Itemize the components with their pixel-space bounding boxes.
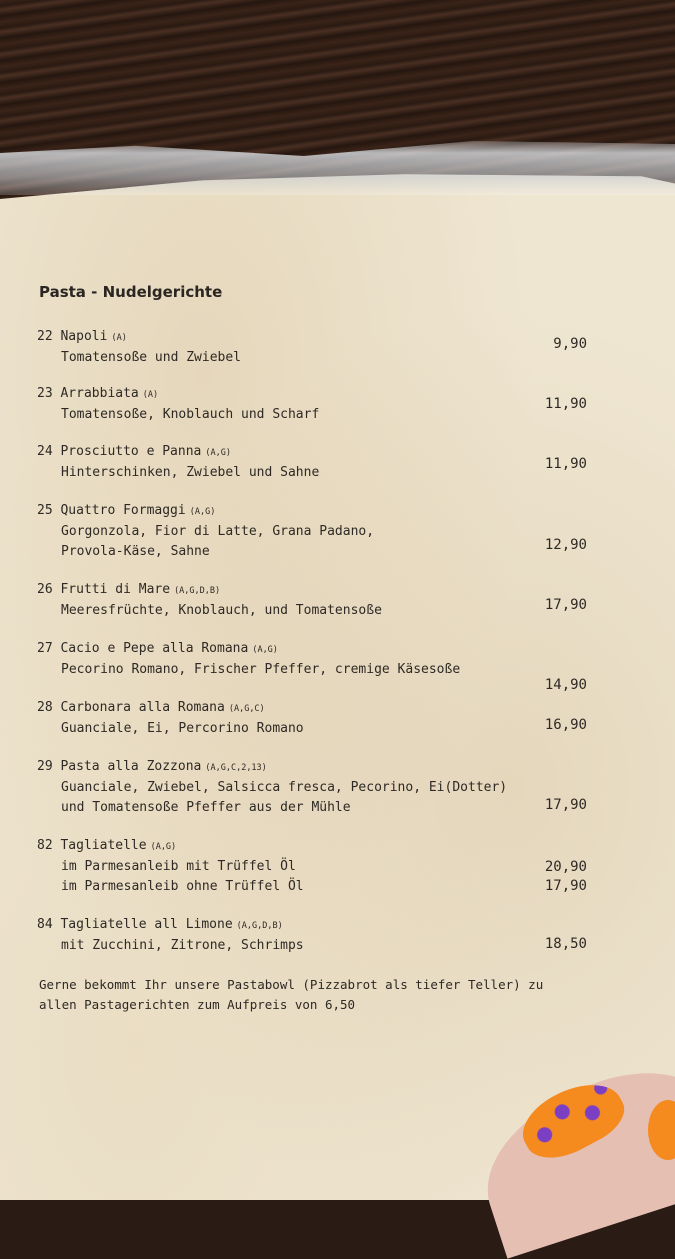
menu-item-22 (37, 327, 597, 368)
item-allergens: (A,G) (150, 842, 177, 852)
item-name: 27 Cacio e Pepe alla Romana (37, 641, 249, 656)
item-name: 84 Tagliatelle all Limone (37, 917, 233, 932)
menu-item-23 (37, 384, 597, 425)
item-allergens: (A) (111, 333, 127, 343)
item-description: Guanciale, Ei, Percorino Romano (61, 721, 304, 736)
item-description: im Parmesanleib mit Trüffel Öl (61, 859, 296, 874)
item-price: 12,90 (544, 537, 587, 553)
item-name: 25 Quattro Formaggi (37, 503, 186, 518)
item-allergens: (A,G,C) (228, 704, 265, 714)
menu-item-82 (37, 836, 597, 897)
item-name: 22 Napoli (37, 329, 108, 344)
menu-item-27 (37, 639, 597, 693)
item-price: 14,90 (544, 677, 587, 693)
menu-item-29 (37, 757, 597, 818)
item-description: Pecorino Romano, Frischer Pfeffer, cremige Käsesoße (61, 662, 461, 677)
menu-item-26 (37, 580, 597, 621)
item-description: und Tomatensoße Pfeffer aus der Mühle (61, 800, 351, 815)
item-allergens: (A,G,C,2,13) (205, 763, 267, 773)
item-allergens: (A,G) (205, 448, 231, 458)
item-price: 9,90 (553, 336, 587, 352)
item-price-alt: 17,90 (544, 878, 587, 894)
menu-item-24 (37, 442, 597, 483)
item-price: 18,50 (544, 936, 587, 952)
item-name: 24 Prosciutto e Panna (37, 444, 202, 459)
footnote: Gerne bekommt Ihr unsere Pastabowl (Pizzabrot als tiefer Teller) zu allen Pastagerichten zum Aufpreis von 6,50 (39, 977, 544, 1012)
item-description: im Parmesanleib ohne Trüffel Öl (61, 879, 304, 894)
item-description: Guanciale, Zwiebel, Salsicca fresca, Pecorino, Ei(Dotter) (61, 780, 508, 795)
item-price: 20,90 (544, 859, 587, 875)
item-name: 82 Tagliatelle (37, 838, 147, 853)
menu-item-25 (37, 501, 597, 562)
item-allergens: (A,G) (189, 507, 216, 517)
menu-item-84 (37, 915, 597, 956)
item-price: 16,90 (544, 717, 587, 733)
item-name: 23 Arrabbiata (37, 386, 139, 401)
item-allergens: (A,G,D,B) (174, 586, 221, 596)
section-heading: Pasta - Nudelgerichte (39, 283, 223, 301)
item-price: 11,90 (544, 456, 587, 472)
item-name: 26 Frutti di Mare (37, 582, 171, 597)
item-price: 17,90 (544, 597, 587, 613)
item-allergens: (A,G,D,B) (236, 921, 283, 931)
item-allergens: (A) (142, 390, 159, 400)
menu-item-28 (37, 698, 597, 739)
item-description: mit Zucchini, Zitrone, Schrimps (61, 938, 304, 953)
item-description: Provola-Käse, Sahne (61, 544, 210, 559)
item-description: Tomatensoße und Zwiebel (61, 350, 242, 365)
item-description: Gorgonzola, Fior di Latte, Grana Padano, (61, 524, 375, 539)
item-description: Tomatensoße, Knoblauch und Scharf (61, 407, 320, 422)
item-description: Hinterschinken, Zwiebel und Sahne (61, 465, 320, 480)
item-name: 28 Carbonara alla Romana (37, 700, 225, 715)
item-name: 29 Pasta alla Zozzona (37, 759, 202, 774)
item-price: 17,90 (544, 797, 587, 813)
item-allergens: (A,G) (252, 645, 278, 655)
item-price: 11,90 (544, 396, 587, 412)
item-description: Meeresfrüchte, Knoblauch, und Tomatensoße (61, 603, 382, 618)
